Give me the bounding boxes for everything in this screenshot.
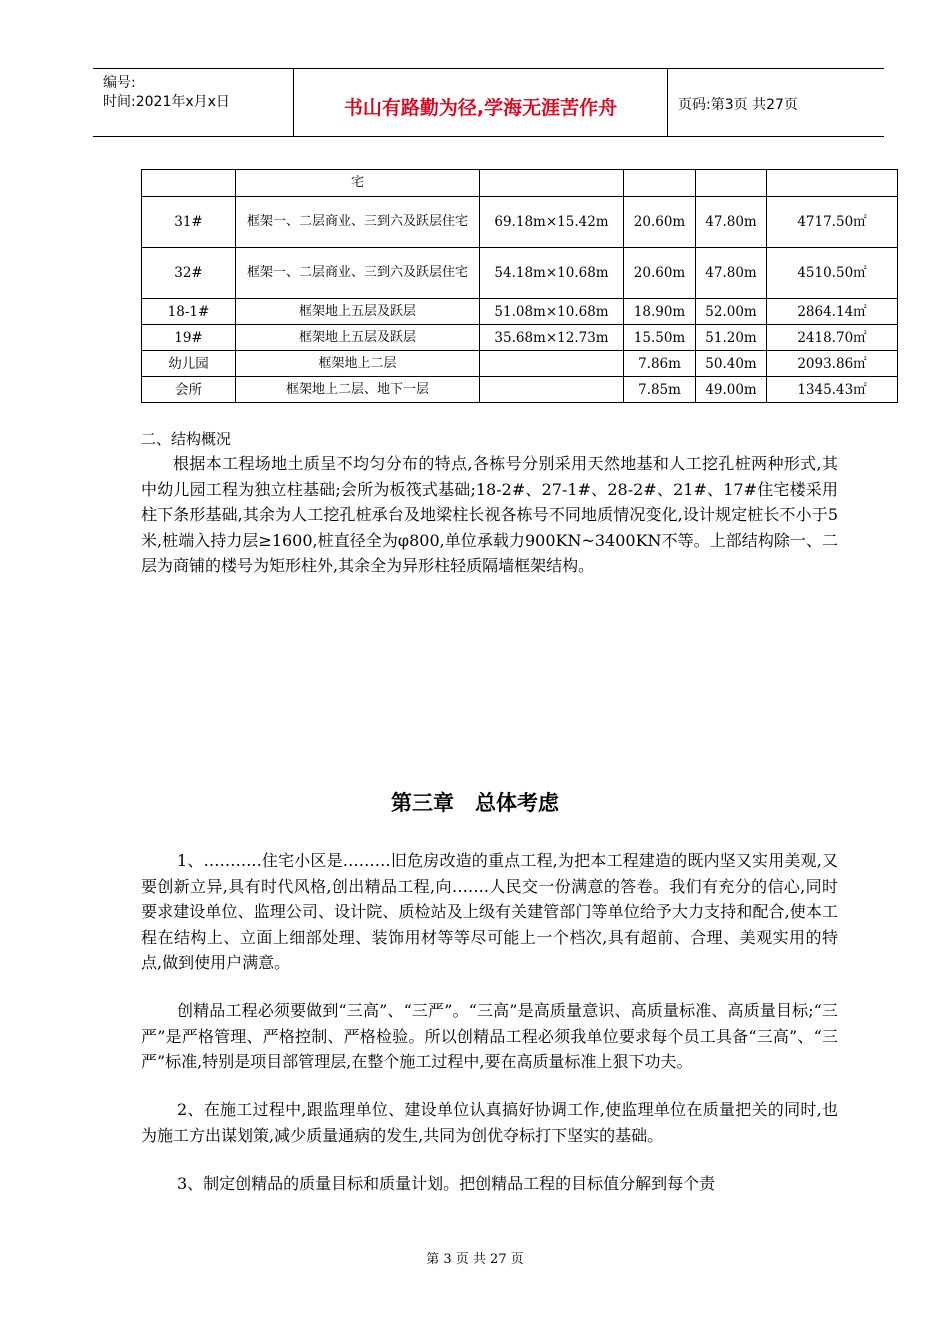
table-cell: 54.18m×10.68m: [480, 248, 624, 299]
table-cell: 51.08m×10.68m: [480, 299, 624, 325]
table-row: [142, 377, 898, 403]
table-cell: 宅: [236, 170, 480, 197]
table-row: [142, 197, 898, 248]
table-cell: 18-1#: [142, 299, 236, 325]
body-paragraph: 1、………..住宅小区是………旧危房改造的重点工程,为把本工程建造的既内坚又实用美观,又要创新立异,具有时代风格,创出精品工程,向…….人民交一份满意的答卷。我们有充分的信心,同时要求建设单位、监理公司、设计院、质检站及上级有关建管部门等单位给予大力支持和配合,使本工程在结构上、立面上细部处理、装饰用材等等尽可能上一个档次,具有超前、合理、美观实用的特点,做到使用户满意。: [141, 851, 838, 972]
table-cell: 7.86m: [624, 351, 696, 377]
header-meta: [93, 69, 294, 136]
table-cell: 49.00m: [696, 377, 767, 403]
table-cell: 52.00m: [696, 299, 767, 325]
table-cell: 7.85m: [624, 377, 696, 403]
table-row: [142, 170, 898, 197]
table-cell: 框架地上五层及跃层: [236, 299, 480, 325]
table-cell: [696, 170, 767, 197]
page-header: [93, 68, 884, 137]
header-motto: 书山有路勤为径,学海无涯苦作舟: [343, 97, 618, 119]
table-row: [142, 299, 898, 325]
table-cell: [480, 170, 624, 197]
table-cell: 35.68m×12.73m: [480, 325, 624, 351]
header-page-code: 页码:第3页 共27页: [678, 97, 798, 113]
table-cell: 1345.43㎡: [767, 377, 898, 403]
table-cell: 69.18m×15.42m: [480, 197, 624, 248]
body-paragraph: 3、制定创精品的质量目标和质量计划。把创精品工程的目标值分解到每个责: [177, 1174, 716, 1193]
section-title: 二、结构概况: [141, 430, 232, 448]
table-cell: 50.40m: [696, 351, 767, 377]
table-cell: 2864.14㎡: [767, 299, 898, 325]
table-cell: 会所: [142, 377, 236, 403]
table-cell: [142, 170, 236, 197]
document-time-label: 时间:2021年x月x日: [103, 94, 230, 110]
table-cell: 47.80m: [696, 197, 767, 248]
table-cell: 框架一、二层商业、三到六及跃层住宅: [236, 248, 480, 299]
header-motto-cell: [294, 69, 668, 136]
document-number-label: 编号:: [103, 75, 136, 91]
table-cell: 4717.50㎡: [767, 197, 898, 248]
header-page-cell: [668, 69, 884, 136]
table-cell: 4510.50㎡: [767, 248, 898, 299]
body-paragraph: 创精品工程必须要做到“三高”、“三严”。“三高”是高质量意识、高质量标准、高质量目标;“三严”是严格管理、严格控制、严格检验。所以创精品工程必须我单位要求每个员工具备“三高”、“三严”标准,特别是项目部管理层,在整个施工过程中,要在高质量标准上狠下功夫。: [141, 1001, 838, 1071]
table-cell: [624, 170, 696, 197]
table-cell: [480, 351, 624, 377]
table-cell: [767, 170, 898, 197]
table-cell: 框架地上二层、地下一层: [236, 377, 480, 403]
table-cell: 2418.70㎡: [767, 325, 898, 351]
table-cell: 51.20m: [696, 325, 767, 351]
table-cell: 20.60m: [624, 197, 696, 248]
structure-paragraph: 根据本工程场地土质呈不均匀分布的特点,各栋号分别采用天然地基和人工挖孔桩两种形式,其中幼儿园工程为独立柱基础;会所为板筏式基础;18-2#、27-1#、28-2#、21#、17#住宅楼采用柱下条形基础,其余为人工挖孔桩承台及地梁柱长视各栋号不同地质情况变化,设计规定桩长不小于5米,桩端入持力层≥1600,桩直径全为φ800,单位承载力900KN~3400KN不等。上部结构除一、二层为商铺的楼号为矩形柱外,其余全为异形柱轻质隔墙框架结构。: [141, 454, 838, 575]
table-cell: 18.90m: [624, 299, 696, 325]
table-cell: 31#: [142, 197, 236, 248]
table-row: [142, 325, 898, 351]
table-row: [142, 351, 898, 377]
page-footer: 第 3 页 共 27 页: [426, 1252, 524, 1267]
table-row: [142, 248, 898, 299]
table-cell: 框架地上二层: [236, 351, 480, 377]
table-cell: 2093.86㎡: [767, 351, 898, 377]
building-table: [141, 169, 898, 403]
table-cell: 20.60m: [624, 248, 696, 299]
table-cell: 32#: [142, 248, 236, 299]
table-cell: 框架地上五层及跃层: [236, 325, 480, 351]
table-cell: 框架一、二层商业、三到六及跃层住宅: [236, 197, 480, 248]
table-cell: [480, 377, 624, 403]
table-cell: 47.80m: [696, 248, 767, 299]
table-cell: 15.50m: [624, 325, 696, 351]
table-cell: 幼儿园: [142, 351, 236, 377]
table-cell: 19#: [142, 325, 236, 351]
chapter-title: 第三章 总体考虑: [391, 791, 559, 815]
body-paragraph: 2、在施工过程中,跟监理单位、建设单位认真搞好协调工作,使监理单位在质量把关的同时,也为施工方出谋划策,减少质量通病的发生,共同为创优夺标打下坚实的基础。: [141, 1100, 838, 1145]
